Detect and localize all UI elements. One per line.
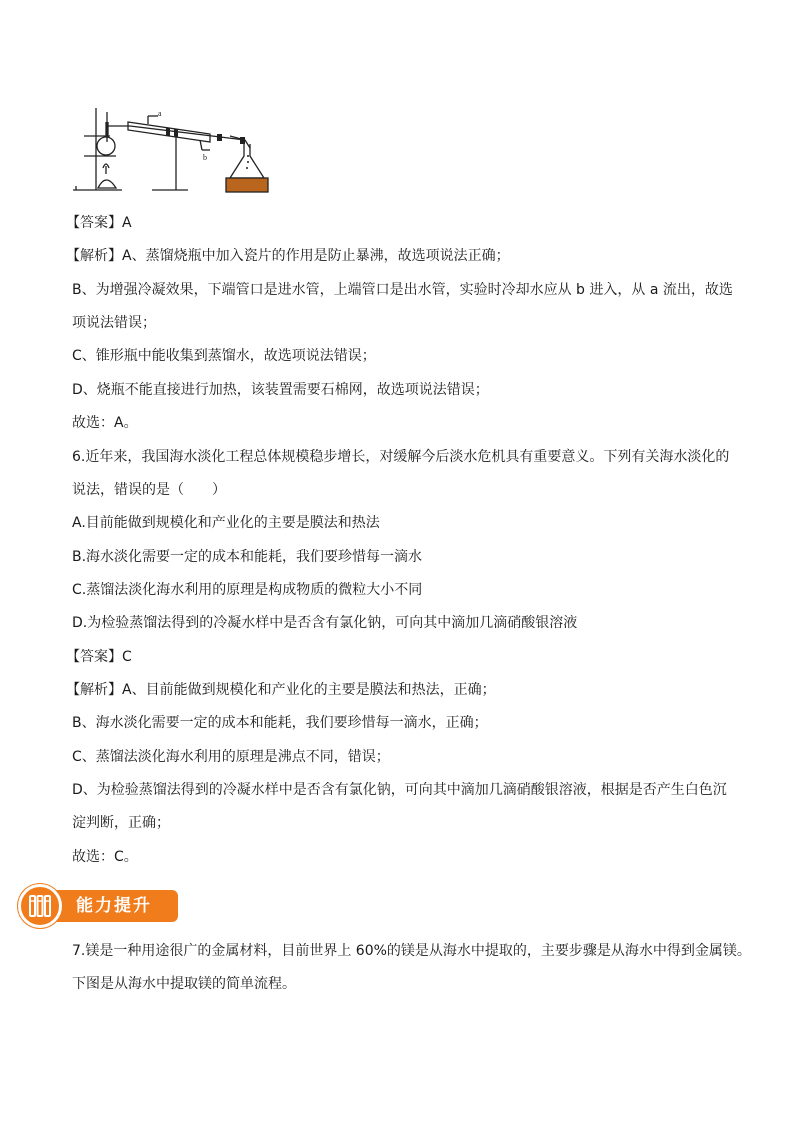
q7-stem-line2: 下图是从海水中提取镁的简单流程。	[72, 976, 296, 992]
q5-analysis-a: 【解析】A、蒸馏烧瓶中加入瓷片的作用是防止暴沸，故选项说法正确；	[66, 248, 510, 264]
q5-answer: 【答案】A	[66, 215, 132, 231]
section-banner	[18, 884, 170, 928]
label-b: b	[203, 153, 207, 162]
q6-stem-line1: 6.近年来，我国海水淡化工程总体规模稳步增长，对缓解今后淡水危机具有重要意义。下列有关海水淡化的	[72, 449, 730, 465]
q6-option-a: A.目前能做到规模化和产业化的主要是膜法和热法	[72, 515, 380, 531]
q5-conclusion: 故选：A。	[72, 415, 138, 431]
q6-option-c: C.蒸馏法淡化海水利用的原理是构成物质的微粒大小不同	[72, 582, 423, 598]
label-a: a	[158, 109, 162, 118]
q6-option-b: B.海水淡化需要一定的成本和能耗，我们要珍惜每一滴水	[72, 549, 423, 565]
section-title: 能力提升	[76, 896, 152, 916]
q6-analysis-a: 【解析】A、目前能做到规模化和产业化的主要是膜法和热法，正确；	[66, 682, 496, 698]
distillation-apparatus-icon	[70, 98, 270, 196]
q6-answer: 【答案】C	[66, 649, 132, 665]
q7-stem-line1: 7.镁是一种用途很广的金属材料，目前世界上 60%的镁是从海水中提取的，主要步骤是从海水中得到金属镁。	[72, 943, 751, 959]
q6-analysis-b: B、海水淡化需要一定的成本和能耗，我们要珍惜每一滴水，正确；	[72, 715, 488, 731]
books-icon	[27, 893, 53, 919]
q6-conclusion: 故选：C。	[72, 849, 138, 865]
q6-analysis-d-line1: D、为检验蒸馏法得到的冷凝水样中是否含有氯化钠，可向其中滴加几滴硝酸银溶液，根据是否产生白色沉	[72, 782, 727, 798]
q5-analysis-d: D、烧瓶不能直接进行加热，该装置需要石棉网，故选项说法错误；	[72, 382, 489, 398]
q5-analysis-b-line1: B、为增强冷凝效果，下端管口是进水管，上端管口是出水管，实验时冷却水应从 b 进入，从 a 流出，故选	[72, 282, 733, 298]
q5-analysis-b-line2: 项说法错误；	[72, 315, 156, 331]
q5-analysis-c: C、锥形瓶中能收集到蒸馏水，故选项说法错误；	[72, 348, 376, 364]
q6-option-d: D.为检验蒸馏法得到的冷凝水样中是否含有氯化钠，可向其中滴加几滴硝酸银溶液	[72, 615, 578, 631]
distillation-apparatus-figure	[70, 98, 270, 196]
q6-stem-line2: 说法，错误的是（ ）	[72, 482, 226, 498]
q6-analysis-d-line2: 淀判断，正确；	[72, 815, 170, 831]
banner-icon-circle	[18, 884, 62, 928]
q6-analysis-c: C、蒸馏法淡化海水利用的原理是沸点不同，错误；	[72, 749, 390, 765]
